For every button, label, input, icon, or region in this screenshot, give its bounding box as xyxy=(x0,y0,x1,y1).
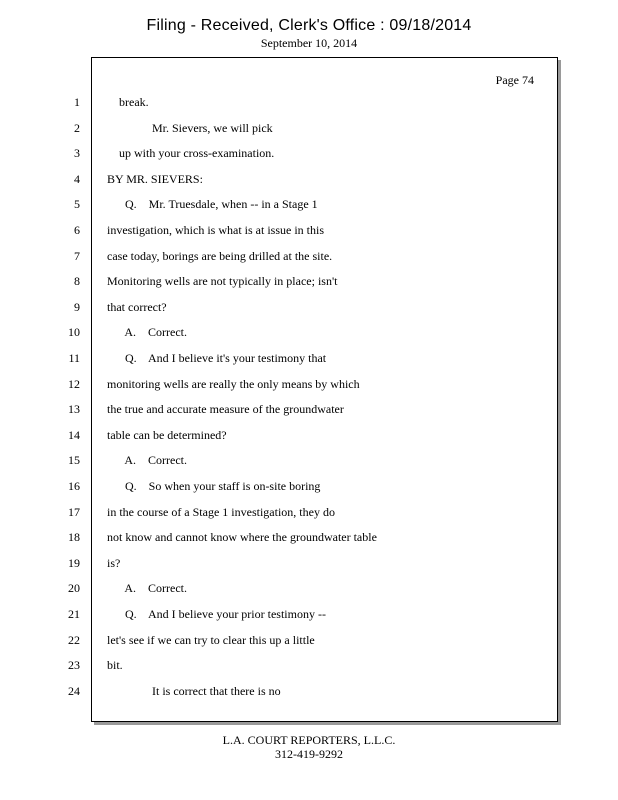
line-number: 2 xyxy=(74,120,80,135)
line-text: break. xyxy=(107,95,149,109)
line-number: 20 xyxy=(68,581,80,596)
line-number: 19 xyxy=(68,555,80,570)
line-number: 8 xyxy=(74,274,80,289)
line-number: 17 xyxy=(68,504,80,519)
line-text: Mr. Sievers, we will pick xyxy=(107,120,273,135)
line-number: 9 xyxy=(74,299,80,314)
line-text: A. Correct. xyxy=(107,581,187,596)
line-number: 24 xyxy=(68,683,80,698)
line-text: monitoring wells are really the only means by which xyxy=(107,376,360,391)
reporter-company: L.A. COURT REPORTERS, L.L.C. xyxy=(222,733,396,747)
line-text: bit. xyxy=(107,658,123,673)
line-text: case today, borings are being drilled at the site. xyxy=(107,248,333,263)
line-text: Q. So when your staff is on-site boring xyxy=(107,479,321,493)
line-number: 6 xyxy=(74,223,80,237)
line-text: is? xyxy=(107,555,121,570)
line-number: 13 xyxy=(68,402,80,417)
line-text: investigation, which is what is at issue in this xyxy=(107,223,324,237)
line-number: 1 xyxy=(74,95,80,109)
reporter-phone: 312-419-9292 xyxy=(275,747,343,761)
line-text: that correct? xyxy=(107,299,167,314)
line-text: BY MR. SIEVERS: xyxy=(107,171,203,186)
line-text: let's see if we can try to clear this up a little xyxy=(107,632,315,647)
line-number: 18 xyxy=(68,530,80,545)
transcript-date: September 10, 2014 xyxy=(260,36,358,50)
line-number: 7 xyxy=(74,248,80,263)
line-text: A. Correct. xyxy=(107,453,187,468)
line-text: table can be determined? xyxy=(107,427,227,442)
line-text: Q. Mr. Truesdale, when -- in a Stage 1 xyxy=(107,197,318,212)
line-text: in the course of a Stage 1 investigation, they do xyxy=(107,504,335,519)
line-text: up with your cross-examination. xyxy=(107,146,275,161)
line-number: 11 xyxy=(68,351,80,365)
line-text: Q. And I believe your prior testimony -- xyxy=(107,607,326,621)
page-number: Page 74 xyxy=(495,73,534,87)
line-number: 21 xyxy=(68,607,80,621)
line-number: 14 xyxy=(68,427,80,442)
line-number: 4 xyxy=(74,171,80,186)
line-number: 5 xyxy=(74,197,80,212)
line-number: 16 xyxy=(68,479,80,493)
line-text: It is correct that there is no xyxy=(107,683,281,698)
line-number: 22 xyxy=(68,632,80,647)
line-number: 3 xyxy=(74,146,80,161)
line-text: A. Correct. xyxy=(107,325,187,340)
line-number: 10 xyxy=(68,325,80,340)
line-text: Monitoring wells are not typically in place; isn't xyxy=(107,274,338,289)
line-number: 23 xyxy=(68,658,80,673)
line-text: the true and accurate measure of the groundwater xyxy=(107,402,344,417)
line-number: 15 xyxy=(68,453,80,468)
line-number: 12 xyxy=(68,376,80,391)
line-text: Q. And I believe it's your testimony that xyxy=(107,351,327,365)
filing-stamp: Filing - Received, Clerk's Office : 09/18/2014 xyxy=(146,17,472,34)
line-text: not know and cannot know where the groundwater table xyxy=(107,530,377,545)
